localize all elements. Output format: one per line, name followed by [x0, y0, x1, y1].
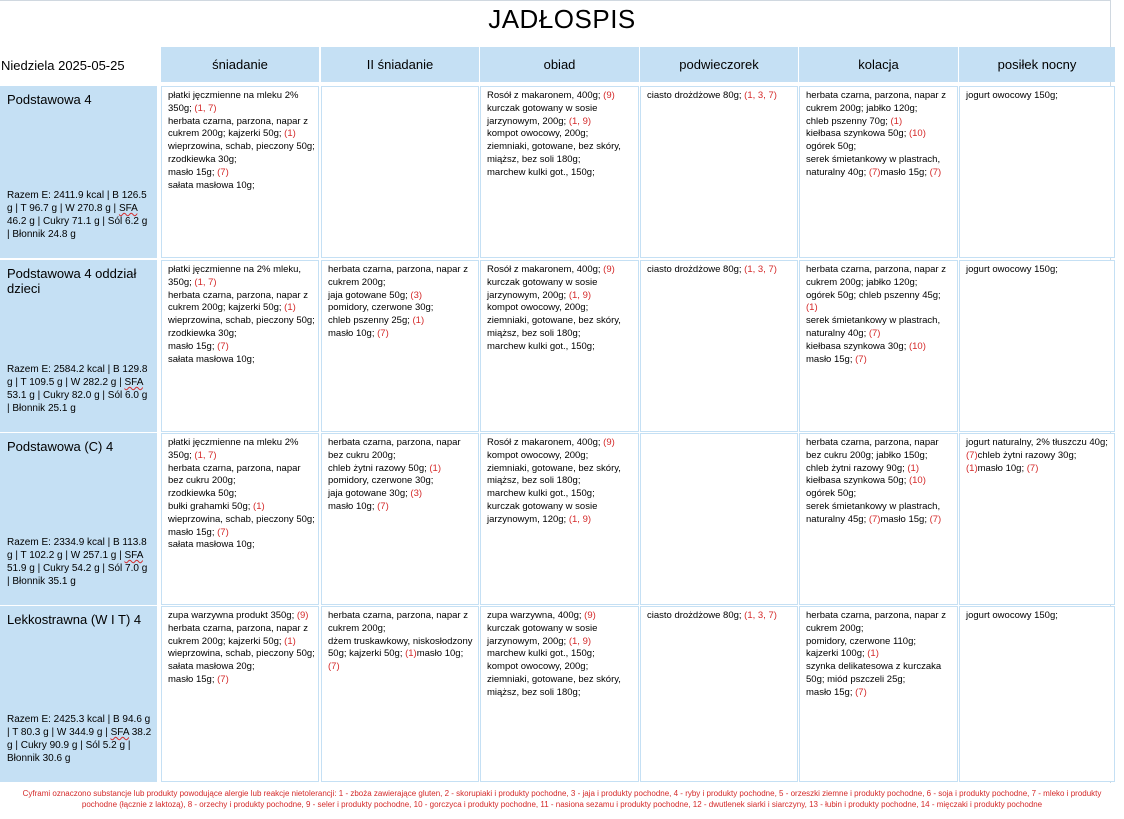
meal-item-text: herbata czarna, parzona, napar bez cukru 200g; jabłko 150g; chleb żytni razowy 90g; — [806, 437, 939, 474]
allergen-codes: (9) — [603, 90, 615, 101]
allergen-codes: (9) — [603, 437, 615, 448]
allergen-codes: (1) — [907, 462, 920, 474]
meal-text — [806, 264, 954, 366]
date-label: Niedziela 2025-05-25 — [1, 58, 125, 73]
meal-item-text: pomidory, czerwone 30g; chleb pszenny 25g; — [328, 302, 434, 327]
allergen-codes: (1, 9) — [568, 635, 592, 647]
meal-item-text: kurczak gotowany w sosie jarzynowym, 200g; — [487, 276, 598, 301]
meal-text — [966, 610, 1111, 623]
meal-item-text: ciasto drożdżowe 80g; — [647, 90, 745, 101]
meal-cell-ii-śniadanie — [321, 260, 479, 432]
allergen-codes: (7) — [217, 673, 229, 685]
allergen-codes: (7) — [966, 449, 978, 461]
meal-cell-obiad — [480, 606, 639, 782]
nutrition-summary: Razem E: 2334.9 kcal | B 113.8 g | T 102.2 g | W 257.1 g | SFA 51.9 g | Cukry 54.2 g | Sól 7.0 g | Błonnik 35.1 g — [7, 537, 148, 587]
meal-item-text: masło 15g; — [806, 353, 853, 365]
allergen-codes: (10) — [908, 475, 926, 487]
meal-text — [328, 610, 475, 674]
diet-row-label — [0, 86, 157, 258]
diet-row-label — [0, 260, 157, 432]
allergen-codes: (7) — [929, 166, 942, 178]
column-header: podwieczorek — [640, 47, 798, 82]
meal-cell-podwieczorek — [640, 260, 798, 432]
allergen-codes: (1, 9) — [568, 289, 592, 301]
diet-row-label — [0, 433, 157, 605]
allergen-codes: (1, 7) — [194, 449, 217, 461]
allergen-codes: (7) — [868, 513, 881, 525]
meal-item-text: jogurt owocowy 150g; — [966, 264, 1058, 275]
meal-item-text: masło 10g; — [328, 327, 375, 339]
meal-cell-śniadanie — [161, 260, 319, 432]
allergen-codes: (1) — [284, 128, 296, 140]
meal-cell-śniadanie — [161, 606, 319, 782]
allergen-codes: (10) — [908, 340, 926, 352]
meal-item-text: herbata czarna, parzona, napar z cukrem 200g; dżem truskawkowy, niskosłodzony 50g; kajzerki 50g; — [328, 610, 473, 660]
meal-item-text: herbata czarna, parzona, napar bez cukru 200g; chleb żytni razowy 50g; — [328, 437, 461, 474]
meal-cell-podwieczorek — [640, 606, 798, 782]
meal-item-text: jogurt naturalny, 2% tłuszczu 40g; — [966, 437, 1111, 448]
page-title: JADŁOSPIS — [488, 4, 636, 34]
allergen-codes: (1) — [429, 462, 442, 474]
allergen-codes: (7) — [855, 353, 867, 365]
meal-cell-ii-śniadanie — [321, 86, 479, 258]
meal-text — [647, 610, 794, 623]
allergen-codes: (7) — [377, 500, 389, 512]
allergen-codes: (9) — [584, 610, 596, 621]
meal-item-text: wieprzowina, schab, pieczony 50g; masło 15g; — [168, 513, 315, 538]
meal-text — [168, 437, 315, 552]
meal-item-text: herbata czarna, parzona, napar z cukrem 200g; kajzerki 50g; — [168, 289, 308, 314]
meal-cell-obiad — [480, 86, 639, 258]
meal-item-text: kurczak gotowany w sosie jarzynowym, 200g; — [487, 102, 598, 127]
meal-item-text: jogurt owocowy 150g; — [966, 90, 1058, 101]
allergen-codes: (1, 9) — [568, 115, 592, 127]
meal-text — [168, 264, 315, 366]
meal-item-text: chleb żytni razowy 30g; — [977, 449, 1080, 461]
column-header: posiłek nocny — [959, 47, 1115, 82]
meal-item-text: zupa warzywna, 400g; — [487, 610, 585, 621]
meal-item-text: płatki jęczmienne na mleku 2% 350g; — [168, 90, 302, 114]
meal-cell-kolacja — [799, 86, 958, 258]
column-header: II śniadanie — [321, 47, 479, 82]
diet-row-label — [0, 606, 157, 782]
column-header: obiad — [480, 47, 639, 82]
meal-item-text: sałata masłowa 10g; — [168, 179, 255, 191]
meal-cell-podwieczorek — [640, 86, 798, 258]
meal-text — [168, 90, 315, 192]
meal-item-text: herbata czarna, parzona, napar z cukrem 200g; jabłko 120g; ogórek 50g; chleb pszenny 45g; — [806, 264, 946, 301]
meal-text — [487, 610, 635, 700]
allergen-codes: (7) — [855, 686, 867, 698]
diet-name: Podstawowa 4 — [7, 92, 92, 107]
meal-cell-kolacja — [799, 606, 958, 782]
meal-text — [487, 90, 635, 180]
meal-item-text: kompot owocowy, 200g; ziemniaki, gotowane, bez skóry, miąższ, bez soli 180g; marchew kulki got., 150g; kurczak gotowany w sosie jarzynowym, 120g; — [487, 449, 621, 525]
meal-text — [806, 90, 954, 180]
meal-text — [647, 90, 794, 103]
diet-name: Podstawowa 4 oddział dzieci — [7, 266, 137, 296]
nutrition-summary: Razem E: 2584.2 kcal | B 129.8 g | T 109.5 g | W 282.2 g | SFA 53.1 g | Cukry 82.0 g | Sól 6.0 g | Błonnik 25.1 g — [7, 364, 148, 414]
allergen-codes: (7) — [1026, 462, 1039, 474]
meal-item-text: serek śmietankowy w plastrach, naturalny 40g; — [806, 315, 941, 339]
meal-text — [966, 264, 1111, 277]
column-header: kolacja — [799, 47, 958, 82]
meal-item-text: herbata czarna, parzona, napar bez cukru 200g; rzodkiewka 50g; bułki grahamki 50g; — [168, 462, 301, 512]
allergen-codes: (7) — [328, 661, 340, 673]
allergen-codes: (7) — [217, 166, 229, 178]
meal-cell-obiad — [480, 433, 639, 605]
meal-item-text: Rosół z makaronem, 400g; — [487, 90, 604, 101]
meal-item-text: masło 10g; — [328, 500, 375, 512]
allergen-codes: (7) — [868, 166, 881, 178]
meal-item-text: kurczak gotowany w sosie jarzynowym, 200g; — [487, 622, 598, 647]
allergen-codes: (3) — [410, 289, 423, 301]
diet-name: Lekkostrawna (W I T) 4 — [7, 612, 142, 627]
meal-item-text: płatki jęczmienne na 2% mleku, 350g; — [168, 264, 304, 288]
allergen-codes: (10) — [908, 128, 926, 140]
meal-item-text: masło 10g; — [977, 462, 1027, 474]
meal-text — [806, 610, 954, 700]
meal-item-text: ogórek 50g; serek śmietankowy w plastrach, naturalny 45g; — [806, 488, 941, 525]
allergen-codes: (1) — [806, 302, 818, 314]
meal-item-text: masło 15g; — [880, 513, 930, 525]
meal-text — [806, 437, 954, 527]
meal-item-text: kiełbasa szynkowa 50g; — [806, 128, 907, 140]
nutrition-summary: Razem E: 2425.3 kcal | B 94.6 g | T 80.3 g | W 344.9 g | SFA 38.2 g | Cukry 90.9 g | Sól 5.2 g | Błonnik 30.6 g — [7, 714, 152, 764]
allergen-codes: (7) — [868, 327, 881, 339]
allergen-codes: (1) — [412, 315, 425, 327]
allergen-codes: (7) — [217, 340, 229, 352]
meal-item-text: herbata czarna, parzona, napar z cukrem 200g; jaja gotowane 50g; — [328, 264, 468, 301]
allergen-codes: (1) — [405, 648, 417, 660]
meal-cell-posiłek-nocny — [959, 86, 1115, 258]
meal-item-text: szynka delikatesowa z kurczaka 50g; miód pszczeli 25g; masło 15g; — [806, 661, 942, 698]
column-header: śniadanie — [161, 47, 319, 82]
allergen-codes: (1, 7) — [194, 276, 217, 288]
meal-item-text: zupa warzywna produkt 350g; — [168, 610, 297, 621]
allergen-codes: (9) — [296, 610, 309, 621]
allergen-codes: (1, 3, 7) — [744, 264, 777, 275]
meal-item-text: ogórek 50g; serek śmietankowy w plastrach, naturalny 40g; — [806, 141, 941, 178]
diet-name: Podstawowa (C) 4 — [7, 439, 114, 454]
allergen-codes: (1) — [253, 500, 265, 512]
meal-cell-kolacja — [799, 433, 958, 605]
meal-text — [647, 264, 794, 277]
meal-item-text: Rosół z makaronem, 400g; — [487, 437, 604, 448]
allergen-codes: (1) — [867, 648, 879, 660]
meal-item-text: ciasto drożdżowe 80g; — [647, 610, 745, 621]
meal-text — [966, 90, 1111, 103]
allergen-codes: (1) — [284, 302, 296, 314]
meal-text — [328, 264, 475, 341]
nutrition-summary: Razem E: 2411.9 kcal | B 126.5 g | T 96.7 g | W 270.8 g | SFA 46.2 g | Cukry 71.1 g | Sól 6.2 g | Błonnik 24.8 g — [7, 190, 148, 240]
allergen-codes: (3) — [410, 488, 423, 500]
meal-item-text: wieprzowina, schab, pieczony 50g; sałata masłowa 20g; masło 15g; — [168, 648, 315, 685]
meal-cell-obiad — [480, 260, 639, 432]
meal-cell-posiłek-nocny — [959, 433, 1115, 605]
allergen-codes: (7) — [217, 526, 229, 538]
meal-item-text: płatki jęczmienne na mleku 2% 350g; — [168, 437, 302, 461]
meal-cell-podwieczorek — [640, 433, 798, 605]
meal-item-text: masło 10g; — [416, 648, 466, 660]
allergen-codes: (1, 9) — [568, 513, 592, 525]
allergen-codes: (1) — [284, 635, 296, 647]
meal-cell-śniadanie — [161, 433, 319, 605]
meal-item-text: masło 15g; — [880, 166, 930, 178]
meal-text — [168, 610, 315, 687]
meal-item-text: Rosół z makaronem, 400g; — [487, 264, 604, 275]
meal-item-text: herbata czarna, parzona, napar z cukrem 200g; kajzerki 50g; — [168, 115, 308, 140]
allergen-codes: (7) — [929, 513, 942, 525]
meal-item-text: kiełbasa szynkowa 30g; — [806, 340, 907, 352]
meal-item-text: wieprzowina, schab, pieczony 50g; rzodkiewka 30g; masło 15g; — [168, 315, 315, 352]
allergen-codes: (1) — [966, 462, 978, 474]
meal-item-text: marchew kulki got., 150g; kompot owocowy, 200g; ziemniaki, gotowane, bez skóry, miąższ, bez soli 180g; — [487, 648, 621, 698]
meal-item-text: ciasto drożdżowe 80g; — [647, 264, 745, 275]
meal-item-text: kompot owocowy, 200g; ziemniaki, gotowane, bez skóry, miąższ, bez soli 180g; marchew kulki got., 150g; — [487, 128, 621, 178]
meal-cell-posiłek-nocny — [959, 606, 1115, 782]
meal-text — [966, 437, 1111, 475]
allergen-codes: (1, 3, 7) — [744, 610, 777, 621]
allergen-legend: Cyframi oznaczono substancje lub produkty powodujące alergie lub reakcje nietolerancji: 1 - zboża zawierające gluten, 2 - skorupiaki i produkty pochodne, 3 - jaja i produkty pochodne, 4 - ryby i produkty pochodne, 5 - orzeszki ziemne i produkty pochodne, 6 - soja i produkty pochodne, 7 - mleko i produkty pochodne (łącznie z laktozą), 8 - orzechy i produkty pochodne, 9 - seler i produkty pochodne, 10 - gorczyca i produkty pochodne, 11 - nasiona sezamu i produkty pochodne, 12 - dwutlenek siarki i siarczyny, 13 - łubin i produkty pochodne, 14 - mięczaki i produkty pochodne — [22, 789, 1102, 809]
meal-cell-śniadanie — [161, 86, 319, 258]
meal-text — [487, 437, 635, 527]
meal-text — [328, 437, 475, 514]
meal-item-text: jogurt owocowy 150g; — [966, 610, 1058, 621]
meal-item-text: wieprzowina, schab, pieczony 50g; rzodkiewka 30g; masło 15g; — [168, 141, 315, 178]
meal-item-text: sałata masłowa 10g; — [168, 539, 255, 551]
allergen-codes: (1, 3, 7) — [744, 90, 777, 101]
meal-text — [487, 264, 635, 354]
meal-cell-ii-śniadanie — [321, 606, 479, 782]
meal-item-text: kompot owocowy, 200g; ziemniaki, gotowane, bez skóry, miąższ, bez soli 180g; marchew kulki got., 150g; — [487, 302, 621, 352]
meal-cell-kolacja — [799, 260, 958, 432]
meal-item-text: pomidory, czerwone 30g; jaja gotowane 30g; — [328, 475, 434, 500]
allergen-codes: (1, 7) — [194, 102, 217, 114]
meal-item-text: sałata masłowa 10g; — [168, 353, 255, 365]
allergen-codes: (1) — [890, 115, 903, 127]
meal-item-text: herbata czarna, parzona, napar z cukrem 200g; jabłko 120g; chleb pszenny 70g; — [806, 90, 946, 127]
meal-cell-posiłek-nocny — [959, 260, 1115, 432]
meal-item-text: herbata czarna, parzona, napar z cukrem 200g; kajzerki 50g; — [168, 622, 308, 647]
meal-item-text: kiełbasa szynkowa 50g; — [806, 475, 907, 487]
meal-cell-ii-śniadanie — [321, 433, 479, 605]
allergen-codes: (9) — [603, 264, 615, 275]
allergen-codes: (7) — [377, 327, 389, 339]
meal-item-text: herbata czarna, parzona, napar z cukrem 200g; pomidory, czerwone 110g; kajzerki 100g; — [806, 610, 946, 660]
